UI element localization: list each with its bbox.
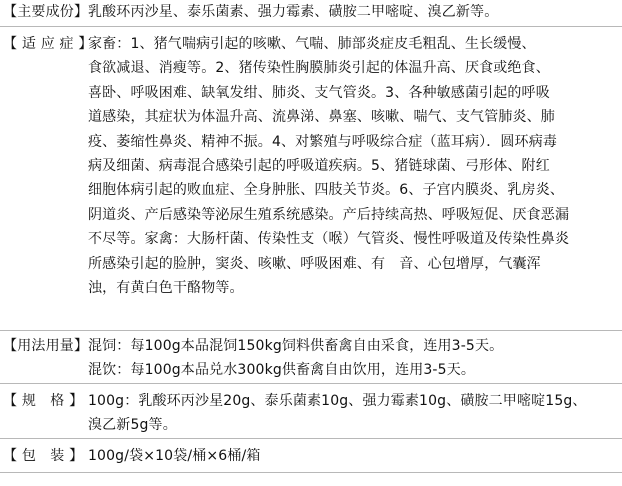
- indications-line: 细胞体病引起的败血症、全身肿胀、四肢关节炎。6、子宫内膜炎、乳房炎、: [88, 182, 565, 199]
- usage-line: 混饲：每100g本品混饲150kg饲料供畜禽自由采食，连用3-5天。: [88, 338, 504, 354]
- indications-line: 喜卧、呼吸困难、缺氧发绀、肺炎、支气管炎。3、各种敏感菌引起的呼吸: [88, 84, 550, 101]
- indications-text: [88, 32, 619, 300]
- indications-line: 阴道炎、产后感染等泌尿生殖系统感染。产后持续高热、呼吸短促、厌食恶漏: [88, 206, 570, 223]
- indications-line: 疫、萎缩性鼻炎、精神不振。4、对繁殖与呼吸综合症（蓝耳病）．圆环病毒: [88, 133, 558, 150]
- ingredients-text: 乳酸环丙沙星、泰乐菌素、强力霉素、磺胺二甲嘧啶、溴乙新等。: [88, 4, 499, 20]
- packaging-text: 100g/袋×10袋/桶×6桶/箱: [88, 448, 261, 464]
- divider-packaging: [0, 472, 622, 473]
- usage-line: 混饮：每100g本品兑水300kg供畜禽自由饮用，连用3-5天。: [88, 362, 475, 379]
- divider-usage: [0, 383, 622, 384]
- specification-line: 溴乙新5g等。: [88, 417, 177, 434]
- specification-label: 【 规 格 】: [3, 393, 84, 409]
- indications-line: 不尽等。家禽：大肠杆菌、传染性支（喉）气管炎、慢性呼吸道及传染性鼻炎: [88, 231, 570, 248]
- divider-specification: [0, 438, 622, 439]
- specification-line: 100g：乳酸环丙沙星20g、泰乐菌素10g、强力霉素10g、磺胺二甲嘧啶15g、: [88, 393, 587, 409]
- divider-ingredients: [0, 26, 622, 27]
- indications-line: 浊，有黄白色干酪物等。: [88, 279, 244, 296]
- specification-text: [88, 389, 619, 438]
- indications-label: 【 适 应 症 】: [3, 36, 93, 52]
- usage-label: 【用法用量】: [3, 338, 89, 354]
- indications-line: 病及细菌、病毒混合感染引起的呼吸道疾病。5、猪链球菌、弓形体、附红: [88, 157, 550, 174]
- packaging-label: 【 包 装 】: [3, 448, 84, 464]
- indications-line: 食欲减退、消瘦等。2、猪传染性胸膜肺炎引起的体温升高、厌食或绝食、: [88, 60, 550, 77]
- indications-line: 道感染，其症状为体温升高、流鼻涕、鼻塞、咳嗽、喘气、支气管肺炎、肺: [88, 109, 555, 126]
- usage-text: [88, 334, 619, 383]
- divider-indications: [0, 330, 622, 331]
- indications-line: 家畜：1、猪气喘病引起的咳嗽、气喘、肺部炎症皮毛粗乱、生长缓慢、: [88, 36, 536, 52]
- indications-line: 所感染引起的脸肿，窦炎、咳嗽、呼吸困难、有 音、心包增厚，气囊浑: [88, 255, 541, 272]
- ingredients-label: 【主要成份】: [3, 4, 89, 20]
